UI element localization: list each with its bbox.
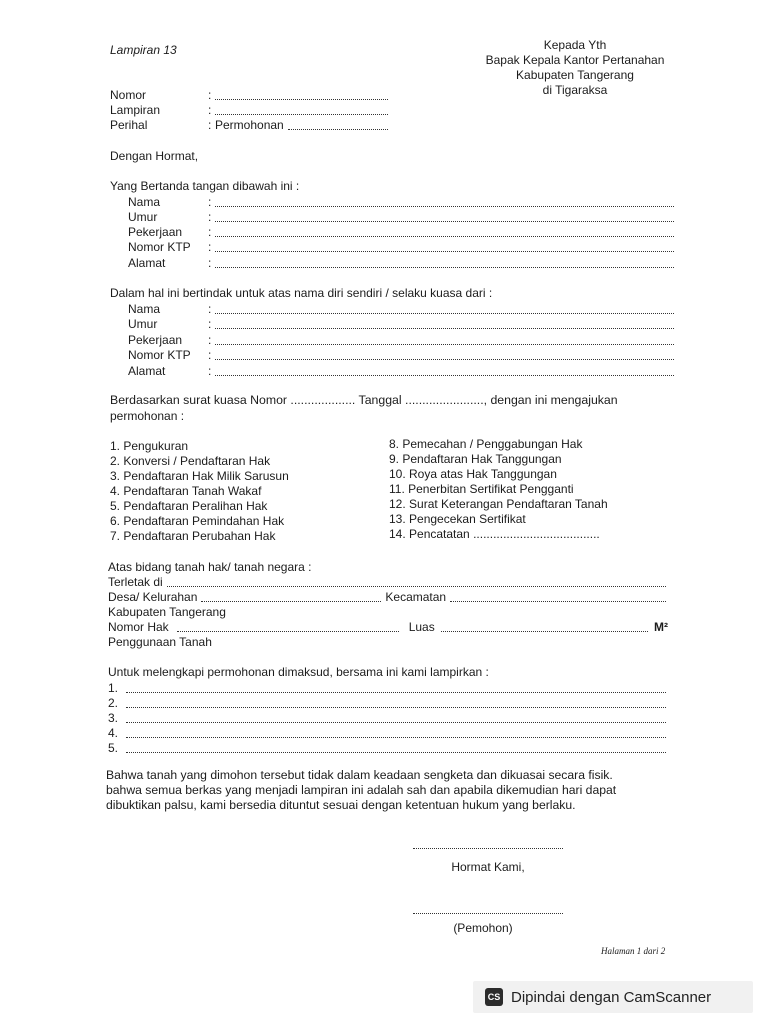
surat-kuasa-line2: permohonan : <box>110 409 185 423</box>
statement-line: Bahwa tanah yang dimohon tersebut tidak dalam keadaan sengketa dan dikuasai secara fisik. <box>106 768 613 782</box>
lampiran-heading: Lampiran 13 <box>110 43 177 57</box>
unit-label: M² <box>654 620 668 634</box>
nomor-blank <box>215 88 388 100</box>
s2-field-label: Alamat <box>128 364 166 378</box>
list-item: 11. Penerbitan Sertifikat Pengganti <box>389 482 574 496</box>
lampiran-label: Lampiran <box>110 103 161 117</box>
attachment-number: 2. <box>108 696 119 710</box>
s1-field-label: Alamat <box>128 256 166 270</box>
statement-line: bahwa semua berkas yang menjadi lampiran ini adalah sah dan apabila dikemudian hari dapat <box>106 783 617 797</box>
land-intro: Atas bidang tanah hak/ tanah negara : <box>108 560 312 574</box>
attachment-row <box>108 681 666 696</box>
camscanner-logo-icon: CS <box>485 988 503 1006</box>
list-item: 13. Pengecekan Sertifikat <box>389 512 526 526</box>
nomor-label: Nomor <box>110 88 147 102</box>
statement-paragraph <box>106 768 616 813</box>
signature-blank <box>413 913 563 914</box>
s1-field-row: Nomor KTP : <box>128 240 674 255</box>
list-item: 14. Pencatatan ...................................... <box>389 527 600 541</box>
terletak-label: Terletak di <box>108 575 163 589</box>
list-item: 6. Pendaftaran Pemindahan Hak <box>110 514 285 528</box>
attachment-row <box>108 711 666 726</box>
perihal-value: Permohonan <box>215 118 284 132</box>
recipient-line: Kabupaten Tangerang <box>516 68 634 82</box>
page-number: Halaman 1 dari 2 <box>601 946 666 956</box>
list-item: 5. Pendaftaran Peralihan Hak <box>110 499 268 513</box>
pemohon-label: (Pemohon) <box>453 921 513 935</box>
s1-field-row: Nama : <box>128 195 674 210</box>
list-item: 3. Pendaftaran Hak Milik Sarusun <box>110 469 289 483</box>
requests-right-list <box>389 437 608 542</box>
attachment-number: 1. <box>108 681 119 695</box>
perihal-label: Perihal <box>110 118 148 132</box>
terletak-row <box>108 575 666 590</box>
attachment-number: 5. <box>108 741 119 755</box>
s2-field-row: Nama : <box>128 302 674 317</box>
kecamatan-label: Kecamatan <box>385 590 447 604</box>
section2-intro: Dalam hal ini bertindak untuk atas nama diri sendiri / selaku kuasa dari : <box>110 286 493 300</box>
s2-field-label: Nomor KTP <box>128 348 191 362</box>
attachment-number: 4. <box>108 726 119 740</box>
attachments-intro: Untuk melengkapi permohonan dimaksud, bersama ini kami lampirkan : <box>108 665 489 679</box>
list-item: 1. Pengukuran <box>110 439 189 453</box>
list-item: 2. Konversi / Pendaftaran Hak <box>110 454 271 468</box>
perihal-row: Perihal : Permohonan <box>110 118 388 133</box>
attachment-row <box>108 741 666 756</box>
lampiran-blank <box>215 103 388 115</box>
list-item: 4. Pendaftaran Tanah Wakaf <box>110 484 262 498</box>
requests-left-list <box>110 439 289 544</box>
attachment-number: 3. <box>108 711 119 725</box>
surat-kuasa-line1: Berdasarkan surat kuasa Nomor ................... Tanggal ......................., dengan ini mengajukan <box>110 393 618 407</box>
lampiran-row: Lampiran : <box>110 103 388 118</box>
recipient-line: di Tigaraksa <box>542 83 608 97</box>
s1-field-row: Umur : <box>128 210 674 225</box>
desa-label: Desa/ Kelurahan <box>108 590 198 604</box>
s1-field-row: Pekerjaan : <box>128 225 674 240</box>
recipient-block <box>470 38 680 98</box>
s2-field-row: Nomor KTP : <box>128 348 674 363</box>
nomor-hak-row <box>108 620 668 635</box>
list-item: 8. Pemecahan / Penggabungan Hak <box>389 437 583 451</box>
camscanner-watermark <box>473 981 753 1013</box>
attachment-row <box>108 726 666 741</box>
s1-field-row: Alamat : <box>128 256 674 271</box>
list-item: 9. Pendaftaran Hak Tanggungan <box>389 452 562 466</box>
s2-field-row: Alamat : <box>128 364 674 379</box>
s1-field-label: Nomor KTP <box>128 240 191 254</box>
s1-field-label: Nama <box>128 195 161 209</box>
s2-field-label: Nama <box>128 302 161 316</box>
greeting: Dengan Hormat, <box>110 149 199 163</box>
nomor-hak-label: Nomor Hak <box>108 620 169 634</box>
signature-blank-top <box>413 848 563 849</box>
list-item: 7. Pendaftaran Perubahan Hak <box>110 529 276 543</box>
recipient-line: Bapak Kepala Kantor Pertanahan <box>485 53 665 67</box>
s2-field-label: Umur <box>128 317 158 331</box>
s2-field-row: Pekerjaan : <box>128 333 674 348</box>
attachment-row <box>108 696 666 711</box>
closing-text: Hormat Kami, <box>451 860 525 874</box>
list-item: 12. Surat Keterangan Pendaftaran Tanah <box>389 497 608 511</box>
perihal-blank <box>288 118 388 130</box>
s1-field-label: Umur <box>128 210 158 224</box>
s1-field-label: Pekerjaan <box>128 225 183 239</box>
camscanner-text: Dipindai dengan CamScanner <box>511 988 712 1006</box>
section1-intro: Yang Bertanda tangan dibawah ini : <box>110 179 300 193</box>
kabupaten-text: Kabupaten Tangerang <box>108 605 226 619</box>
list-item: 10. Roya atas Hak Tanggungan <box>389 467 557 481</box>
penggunaan-label: Penggunaan Tanah <box>108 635 212 649</box>
luas-label: Luas <box>408 620 435 634</box>
recipient-line: Kepada Yth <box>543 38 607 52</box>
statement-line: dibuktikan palsu, kami bersedia dituntut sesuai dengan ketentuan hukum yang berlaku. <box>106 798 576 812</box>
s2-field-label: Pekerjaan <box>128 333 183 347</box>
s2-field-row: Umur : <box>128 317 674 332</box>
desa-row <box>108 590 666 605</box>
nomor-row: Nomor : <box>110 88 388 103</box>
